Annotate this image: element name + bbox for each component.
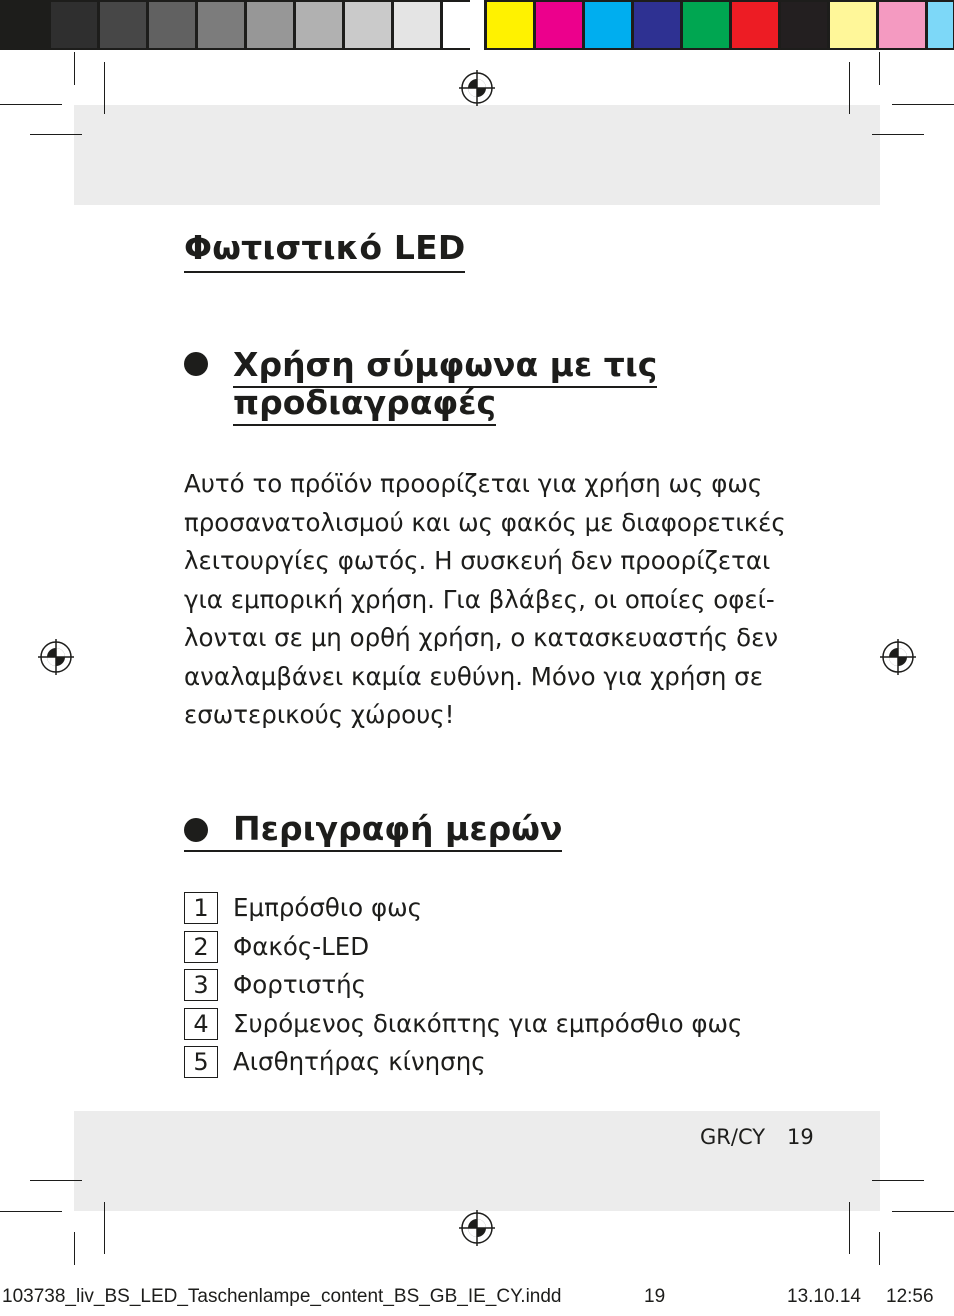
gray-swatch xyxy=(247,2,293,48)
part-label: Αισθητήρας κίνησης xyxy=(233,1047,486,1076)
color-swatch xyxy=(487,2,533,48)
paragraph-line: λειτουργίες φωτός. Η συσκευή δεν προορίζεται xyxy=(184,546,771,575)
paragraph-line: λονται σε μη ορθή χρήση, ο κατασκευαστής δεν xyxy=(184,623,779,652)
crop-mark xyxy=(879,1232,880,1265)
paragraph-line: προσανατολισμού και ως φακός με διαφορετικές xyxy=(184,508,786,537)
paragraph-line: εσωτερικούς χώρους! xyxy=(184,700,455,729)
page-title: Φωτιστικό LED xyxy=(184,228,465,273)
crop-mark xyxy=(892,1211,954,1212)
section-heading-line: Χρήση σύμφωνα με τις xyxy=(233,345,657,388)
color-swatch xyxy=(585,2,631,48)
slug-filename: 103738_liv_BS_LED_Taschenlampe_content_BS_GB_IE_CY.indd xyxy=(2,1286,562,1307)
crop-mark xyxy=(104,1202,105,1254)
registration-mark-icon xyxy=(457,68,497,108)
registration-mark-icon xyxy=(36,637,76,677)
part-number: 5 xyxy=(184,1046,218,1078)
color-swatch xyxy=(928,2,953,48)
registration-mark-icon xyxy=(457,1208,497,1248)
gray-swatch xyxy=(149,2,195,48)
gray-swatch xyxy=(51,2,97,48)
section-heading-usage xyxy=(233,346,657,422)
gray-swatch xyxy=(443,2,489,48)
crop-mark xyxy=(74,1232,75,1265)
crop-mark xyxy=(849,62,850,114)
gray-swatch xyxy=(2,2,48,48)
footer-region: GR/CY xyxy=(700,1125,766,1149)
part-number: 4 xyxy=(184,1008,218,1040)
crop-mark xyxy=(0,104,62,105)
gray-swatch xyxy=(394,2,440,48)
color-swatch xyxy=(830,2,876,48)
section-heading-parts xyxy=(184,810,562,852)
crop-mark xyxy=(879,52,880,85)
crop-mark xyxy=(872,134,924,135)
header-band xyxy=(74,105,880,205)
part-number: 1 xyxy=(184,892,218,924)
part-label: Φακός-LED xyxy=(233,932,370,961)
color-swatch xyxy=(781,2,827,48)
crop-mark xyxy=(30,1180,82,1181)
part-label: Φορτιστής xyxy=(233,970,367,999)
crop-mark xyxy=(74,52,75,85)
registration-mark-icon xyxy=(878,637,918,677)
part-number: 3 xyxy=(184,969,218,1001)
color-swatch xyxy=(879,2,925,48)
crop-mark xyxy=(0,1211,62,1212)
slug-page: 19 xyxy=(644,1286,666,1307)
paragraph-line: Αυτό το πρόϊόν προορίζεται για χρήση ως φως xyxy=(184,469,763,498)
color-swatch xyxy=(732,2,778,48)
gray-swatch xyxy=(100,2,146,48)
section-heading-line: προδιαγραφές xyxy=(233,383,496,426)
paragraph-line: αναλαμβάνει καμία ευθύνη. Μόνο για χρήση σε xyxy=(184,662,763,691)
color-swatch xyxy=(683,2,729,48)
slug-date: 13.10.14 xyxy=(787,1286,861,1307)
part-label: Συρόμενος διακόπτης για εμπρόσθιο φως xyxy=(233,1009,743,1038)
section-bullet-icon xyxy=(184,352,208,376)
color-swatch xyxy=(536,2,582,48)
paragraph-line: για εμπορική χρήση. Για βλάβες, οι οποίες οφεί- xyxy=(184,585,775,614)
crop-mark xyxy=(30,134,82,135)
crop-mark xyxy=(872,1180,924,1181)
part-label: Εμπρόσθιο φως xyxy=(233,893,423,922)
crop-mark xyxy=(104,62,105,114)
crop-mark xyxy=(849,1202,850,1254)
crop-mark xyxy=(892,104,954,105)
slug-time: 12:56 xyxy=(886,1286,934,1307)
part-number: 2 xyxy=(184,931,218,963)
gray-swatch xyxy=(198,2,244,48)
gray-swatch xyxy=(345,2,391,48)
color-swatch xyxy=(634,2,680,48)
gray-swatch xyxy=(296,2,342,48)
section-heading-text: Περιγραφή μερών xyxy=(233,809,563,848)
page-number: 19 xyxy=(787,1125,814,1149)
